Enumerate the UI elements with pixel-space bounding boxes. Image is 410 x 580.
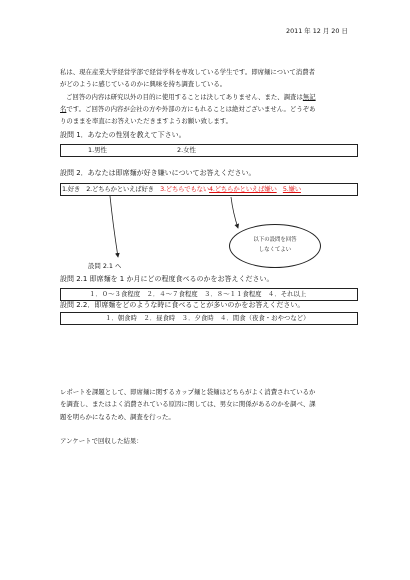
goto-q21-label: 設問 2.1 へ [88,262,122,270]
q22-options-text: １．朝食時 ２．昼食時 ３．夕食時 ４．間食（夜食・おやつなど） [105,314,310,322]
report-line-1: レポートを課題として、即席麺に関するカップ麺と袋麺はどちらがよく消費されているか [60,388,316,396]
arrow-to-q21 [110,196,118,257]
q22-options-box [60,312,358,325]
report-line-3: 題を明らかになるため、調査を行った。 [60,413,175,421]
intro-line-2: がどのように感じているのかに興味を持ち調査している。 [60,80,227,88]
results-label: アンケートで回収した結果： [60,437,143,445]
q1-option-female: 2.女性 [177,146,196,154]
q1-title: 設問 1．あなたの性別を教えて下さい。 [60,131,186,139]
report-line-2: を調査し、またはよく消費されている原因に関しては、男女に関係があるのかを調べ、課 [60,400,316,408]
intro-line-3: ご回答の内容は研究以外の目的に使用することは決してありません、また、調査は無記 [66,93,316,101]
q21-options-text: １．０～３食程度 ２．４～７食程度 ３．８～１１食程度 ４．それ以上 [89,290,307,298]
arrow-to-callout [231,197,238,228]
skip-note-callout [229,224,321,268]
q2-options-text: 1.好き 2.どちらかといえば好き 3.どちらでもない4.どちらかといえば嫌い 5.嫌い [62,185,301,193]
intro-line-1: 私は、現在産業大学経営学部で経営学科を専攻している学生です。即席麺について消費者 [60,68,315,76]
intro-line-4: 名です。ご回答の内容が会社の方や外部の方にもれることは絶対ございません。どうぞあ [60,105,316,113]
q21-title: 設問 2.1 即席麺を 1 か月にどの程度食べるのかをお答えください。 [60,275,274,283]
q1-option-male: 1.男性 [88,146,107,154]
q2-title: 設問 2．あなたは即席麺が好き嫌いについてお答えください。 [60,169,256,177]
document-date: 2011 年 12 月 20 日 [286,27,348,35]
skip-note-line-2: しなくてよい [258,247,292,253]
skip-note-line-1: 以下の設問を回答 [253,237,297,243]
intro-line-5: りのままを率直にお答えいただきますようお願い致します。 [60,117,233,125]
q22-title: 設問 2.2．即席麺をどのような時に食べることが多いのかをお答えください。 [60,301,305,309]
